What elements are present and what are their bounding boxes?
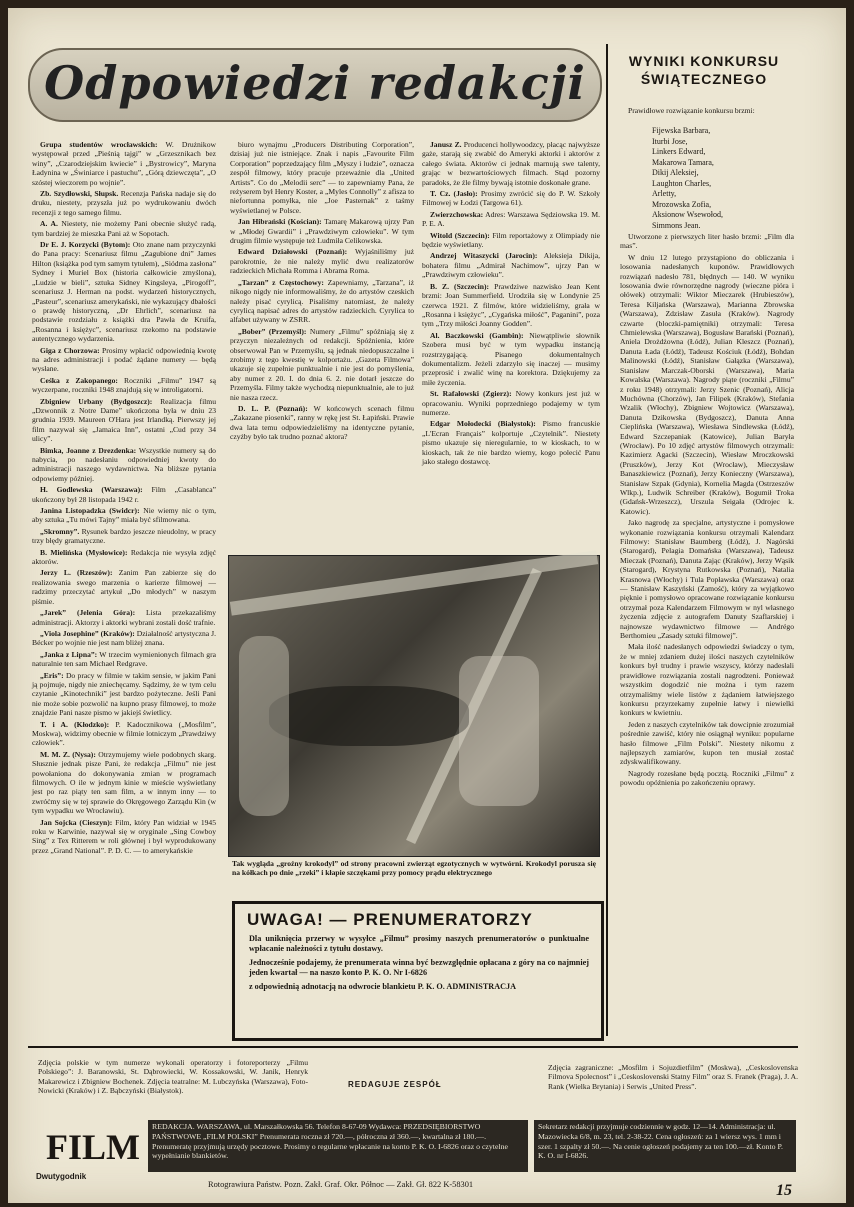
solution-name: Linkers Edward, xyxy=(652,147,706,156)
reply-text: biuro wynajmu „Producers Distributing Corporation”, dzisiaj już nie istniejące. Znak i napis „Favourite Film Corporation” poprzedzający film „Myszy i ludzie”, oznacza zespół filmowy, który pracuje przeważnie dla „United Artists”. Co do „Melodii serc” — to zapewniamy Pana, że reżyserem był Henry Koster, a „Myles Connolly” z afisza to niefortunna pomyłka, nie „Joe Pasternak” z taśmy wyświetlanej w Polsce. xyxy=(230,140,414,215)
reader-name: Dr E. J. Korzycki (Bytom): xyxy=(40,240,131,250)
reply-text: Lista przekazaliśmy administracji. Aktorzy i aktorki wybrani zostali dość trafnie. xyxy=(32,608,217,627)
reply-text: Zanim Pan zabierze się do realizowania swego marzenia o karierze filmowej — radzimy przeczytać artykuł „Do młodych” w naszym piśmie. xyxy=(32,568,216,606)
reply-text: Wszystkie numery są do nabycia, po nadesłaniu odpowiedniej kwoty do administracji naszego wydawnictwa. Na bliższe pytania odpowiemy później. xyxy=(32,445,216,483)
letter-reply xyxy=(422,389,600,417)
footer-divider xyxy=(28,1046,798,1048)
film-logo: FILM xyxy=(46,1127,140,1167)
title-banner xyxy=(28,48,602,122)
reader-name: „Tarzan” z Częstochowy: xyxy=(238,277,324,287)
reply-text: Nie wiemy nic o tym, aby sztuka „Tu mówi Tajny” miała być sfilmowana. xyxy=(32,506,217,525)
reader-name: D. L. P. (Poznań): xyxy=(238,403,308,413)
reader-name: Zb. Szydłowski, Słupsk. xyxy=(40,189,119,199)
reader-name: Zbigniew Urbany (Bydgoszcz): xyxy=(40,396,153,406)
reply-text: Film reportażowy z Olimpiady nie będzie wyświetlany. xyxy=(422,230,600,250)
reply-text: Aleksieja Dikija, bohatera filmu „Admirał Nachimow”, ujrzy Pan w „Prawdziwym człowieku”. xyxy=(422,251,600,280)
contest-intro-text: Prawidłowe rozwiązanie konkursu brzmi: xyxy=(628,106,755,115)
publication-frequency: Dwutygodnik xyxy=(36,1172,87,1181)
reader-name: Edward Działowski (Poznań): xyxy=(238,247,348,257)
editorial-team-label: REDAGUJE ZESPÓŁ xyxy=(348,1080,442,1089)
printer-line: Rotograwiura Państw. Pozn. Zakł. Graf. Okr. Północ — Zakł. Gł. 822 K-58301 xyxy=(208,1180,474,1189)
reply-text: Roczniki „Filmu” 1947 są wyczerpane, roczniki 1948 znajdują się w introligatorni. xyxy=(32,375,216,395)
reply-text: Producenci hollywoodzcy, płacąc najwyższe gaże, starają się zwabić do Ameryki aktorki i aktorów z całego świata. Aktorów ci jednak marnują swe talenty, grając w bezwartościowych filmach. Stąd pozorny paradoks, że źle filmy bywają istotnie doskonałe grane. xyxy=(422,140,600,187)
solution-name: Aksionow Wsewołod, xyxy=(652,210,723,219)
reply-text: W trzecim wymienionych filmach gra naturalnie ten sam Michael Redgrave. xyxy=(32,649,217,669)
contest-intro xyxy=(620,106,794,117)
photo-beam xyxy=(230,550,598,615)
reader-name: A. A. xyxy=(40,219,58,229)
reader-name: B. Z. (Szczecin): xyxy=(430,281,490,291)
letter-reply xyxy=(32,506,216,525)
notice-paragraph: z odpowiednią adnotacją na odwrocie blankietu P. K. O. ADMINISTRACJA xyxy=(249,981,517,991)
reader-name: Zwierzchowska: xyxy=(430,209,484,219)
contest-paragraph: Nagrody rozesłane będą pocztą. Roczniki „Filmu” z powodu opóźnienia po zakończeniu oprawy. xyxy=(620,768,794,788)
reader-name: Giga z Chorzowa: xyxy=(40,345,100,355)
notice-title: UWAGA! — PRENUMERATORZY xyxy=(247,910,533,929)
letter-reply xyxy=(32,548,216,567)
letter-reply xyxy=(32,189,216,217)
solution-name: Makarowa Tamara, xyxy=(652,157,714,167)
letter-reply xyxy=(32,485,216,504)
reader-name: „Viola Josephine” (Kraków): xyxy=(40,628,135,638)
letter-reply xyxy=(422,210,600,229)
solution-name: Mrozowska Zofia, xyxy=(652,199,712,209)
reader-name: Andrzej Witaszycki (Jarocin): xyxy=(430,251,538,261)
reader-name: „Bober” (Przemyśl): xyxy=(238,326,307,336)
reply-text: Prosimy wpłacić odpowiednią kwotę na adres administracji i podać żądane numery — będą wysłane. xyxy=(32,345,216,374)
reader-name: Janusz Z. xyxy=(430,140,462,149)
reply-text: Rysunek bardzo jeszcze nieudolny, w pracy trzy błędy gramatyczne. xyxy=(32,526,216,546)
letter-reply xyxy=(32,527,216,546)
contest-title-line-1: WYNIKI KONKURSU xyxy=(628,53,780,69)
reader-name: St. Rafałowski (Zgierz): xyxy=(430,389,512,399)
reader-name: „Skromny”. xyxy=(40,526,80,536)
letter-reply xyxy=(422,189,600,208)
letter-reply xyxy=(422,331,600,387)
letter-reply xyxy=(422,419,600,466)
letter-reply xyxy=(422,282,600,329)
solution-name: Iturbi Jose, xyxy=(652,136,688,146)
letter-reply xyxy=(32,240,216,343)
reader-name: Al. Baczkowski (Gambin): xyxy=(430,330,524,340)
letter-reply xyxy=(32,397,216,444)
letter-reply xyxy=(32,568,216,606)
reader-name: H. Godlewska (Warszawa): xyxy=(40,485,143,495)
photo-credits-foreign: Zdjęcia zagraniczne: „Mosfilm i Sojuzdietfilm” (Moskwa), „Ceskoslovenska Filmova Spolecnost” i „Ceskoslovenski Statny Film” oraz S. Franek (Praga), J. A. Rank (Wielka Brytania) i Serwis „United Press”. xyxy=(548,1063,798,1091)
letter-reply xyxy=(32,376,216,395)
letter-reply xyxy=(230,217,414,245)
letter-reply xyxy=(230,404,414,442)
reply-text: Otrzymujemy wiele podobnych skarg. Słusznie jednak pisze Pani, że redakcja „Filmu” nie jest powołaniona do dokonywania zmian w programach filmowych. O ile w jednym kinie w mieście wyświetlany jest po raz piąty ten sam film, a w innym inny — to zwróćmy się w tej sprawie do Okręgowego Zarządu Kin (w tym wypadku we Wrocławiu). xyxy=(32,749,216,816)
reader-name: „Jarek” (Jelenia Góra): xyxy=(40,608,136,618)
letter-reply xyxy=(230,140,414,215)
crocodile-photo xyxy=(228,555,600,857)
reply-text: Realizacja filmu „Dzwonnik z Notre Dame” ukończona była w dniu 23 grudnia 1939. Maureen O'Hara jest Irlandką. Pierwszy jej film nazywał się „Jamaica Inn”, ostatni „Cud przy 34 ulicy”. xyxy=(32,396,216,444)
letter-reply xyxy=(32,608,216,627)
solution-name: Fijewska Barbara, xyxy=(652,126,711,135)
solution-name: Simmons Jean. xyxy=(652,220,701,230)
reply-text: Redakcja nie wysyła zdjęć aktorów. xyxy=(32,547,216,567)
reader-name: „Eris”: xyxy=(40,670,64,680)
reply-text: Film, który Pan widział w 1945 roku w Karwinie, nazywał się w oryginale „Sing Cowboy Sing” z Tex Ritterem w roli głównej i był wyprodukowany przez „Grand National”. P. D. C. — to amerykańskie xyxy=(32,817,217,855)
letter-reply xyxy=(32,671,216,718)
contest-paragraph: Mała ilość nadesłanych odpowiedzi świadczy o tym, że w mniej zdaniem dużej ilości naszych czytelników konkurs był trudny i prawie wszyscy, którzy nadesłali prawidłowe rozwiązania zostali nagrodzeni. Ponieważ wszystkim dogodzić nie można i tym razem otrzymaliśmy wiele listów z żądaniem łatwiejszego konkursu przyrzekamy zupełnie łatwy i niewielki konkurs w kwietniu. xyxy=(620,642,794,718)
reply-text: Oto znane nam przyczynki do Pana pracy: Scenariusz filmu „Zagubione dni” James Hilton (książka pod tym samym tytułem), „Siódma zasłona” Sydney i Muriel Box (historia całkowicie zmyślona), „Ludzie w bieli”, sztuka Sidney Kingsleya, „Pirogoff”, scenariusz J. Herman na podst. wydarzeń historycznych, „Pasteur”, scenariusz amerykański, nie wykazujący dbałości o prawdę historyczną, „Dr Ehrlich”, scenariusz na podstawie rozdziału z książki dra Pawła de Kruifa, „Rosanna i księżyc”, scenariusz rzekomo na podstawie autentycznego wydarzenia. xyxy=(32,240,216,344)
worker-figure-left xyxy=(239,636,289,816)
reader-name: Ceśka z Zakopanego: xyxy=(40,375,118,385)
letter-reply xyxy=(32,346,216,374)
column-divider xyxy=(606,44,608,1036)
page-number: 15 xyxy=(776,1182,792,1199)
reply-text: Wyjaśniliśmy już parokrotnie, że nie należy mylić dwu realizatorów radzieckich Michała Romma i Abrama Roma. xyxy=(230,247,415,276)
reply-text: Recenzja Pańska nadaje się do druku, niestety, przyszła już po wydrukowaniu dwóch recenzji z tego samego filmu. xyxy=(32,189,216,217)
letter-reply xyxy=(230,247,414,275)
reply-text: Niewątpliwie słownik Szobera musi być w tym wypadku instancją rozstrzygającą. Pisanego dokumentalnych dokumentalizm. Jeżeli zdarzyło się inaczej — musimy przeprosić i zwalić winę na korektora. Dziękujemy za miłe życzenia. xyxy=(422,330,600,387)
imprint-administration: Sekretarz redakcji przyjmuje codziennie w godz. 12—14. Administracja: ul. Mazowiecka 6/8, m. 23, tel. 2-38-22. Cena ogłoszeń: za 1 wiersz wys. 1 mm i szer. 1 szpalty zł 50.—. Na cenie ogłoszeń podajemy za ten 100.—zł. Konto P. K. O. nr I-6826. xyxy=(534,1120,796,1172)
photo-credits-polish: Zdjęcia polskie w tym numerze wykonali operatorzy i fotoreporterzy „Filmu Polskiego”: J. Baranowski, St. Dąbrowiecki, W. Kossakowski, W. Janik, Henryk Makarewicz i Zbigniew Bochenek. Zdjęcia teatralne: M. Lubczyńska (Warszawa), Foto-Nowicki (Kraków) i Z. Bąbczyński (Białystok). xyxy=(38,1058,308,1096)
contest-paragraph: W dniu 12 lutego przystąpiono do obliczania i losowania nadesłanych kuponów. Prawidłowych rozwiązań nadesło 781, błędnych — 140. W wyniku losowania dwie równorzędne nagrody (wieczne pióra i ołówek) otrzymali: Wiktor Mieczarek (Hrubieszów), Teresa Kiljańska (Warszawa), Marianna Zbrowska (Warszawa), Zdzisław Zasuła (Kraków). Nagrody czwarte (bloczki-pamiętniki) otrzymali: Teresa Chmielewska (Warszawa), Bogusław Barański (Poznań), Aniela Drożdżowna (Łódź), Julian Kleszcz (Poznań), Danuta Łada (Łódź), Tadeusz Kościuk (Łódź), Bohdan Malinowski (Łódź), Stanisław Gałązka (Warszawa), Stanisław Marczak-Oborski (Warszawa), Maria Kowalska (Warszawa). Nagrody piąte (roczniki „Filmu” z roku 1948) otrzymali: Jerzy Szenic (Poznań), Alicja Muchówna (Chorzów), Jan Filipek (Kraków), Stefania Wzalik (Włochy), Zbigniew Wojtowicz (Warszawa), Danuta Dzikowska (Bydgoszcz), Danuta Anna Cieplińska (Warszawa), Wiesława Sindlewska (Łódź), Edward Szczepaniak (Katowice), Julian Baryła (Wrocław). Po 10 zdjęć artystów filmowych otrzymali: Kazimierz Agacki (Szczecin), Wiesław Mroczkowski (Pruszków), Jerzy Kot (Wrocław), Mieczysław Banaszkiewicz (Poznań), Jerzy Konieczny (Warszawa), Stanisław Szpak (Gdynia), Kornelia Magda (Ostrzeszów Wlkp.), Ludwik Schreiber (Kraków), Bogumił Troka (Gdańsk-Wrzeszcz), Urszula Seigała (Odrojec k. Katowic). xyxy=(620,252,794,516)
reply-text: W końcowych scenach filmu „Zakazane piosenki”, ranny w rękę jest St. Łapiński. Prawie dwa lata temu odpowiedzieliśmy na identyczne pytanie, czyżby było tak trudno poznać aktora? xyxy=(230,403,414,442)
letters-column-3 xyxy=(422,140,600,550)
letter-reply xyxy=(32,219,216,238)
photo-caption: Tak wygląda „groźny krokodyl” od strony pracowni zwierząt egzotycznych w wytwórni. Krokodyl porusza się na kółkach po dnie „rzeki” i kłapie szczękami przy pomocy prądu elektrycznego xyxy=(232,859,596,878)
notice-paragraph: Jednocześnie podajemy, że prenumerata winna być bezwzględnie opłacana z góry na co najmniej jeden kwartał — na naszo konto P. K. O. Nr I-6826 xyxy=(249,957,589,978)
solution-names-list xyxy=(628,126,788,231)
letters-column-2 xyxy=(230,140,414,550)
imprint-editorial: REDAKCJA. WARSZAWA, ul. Marszałkowska 56. Telefon 8-67-09 Wydawca: PRZEDSIĘBIORSTWO PAŃSTWOWE „FILM POLSKI” Prenumerata roczna zł 720.—, półroczna zł 360.—, kwartalna zł 180.—. Prenumeratę przyjmują urzędy pocztowe. Prosimy o regularne wpłacanie na konto P. K. O. I-6826 oraz o czytelne wypełnianie blankietów. xyxy=(148,1120,528,1172)
page-title: Odpowiedzi redakcji xyxy=(44,56,586,110)
subscribers-notice xyxy=(232,901,604,1041)
reader-name: Grupa studentów wrocławskich: xyxy=(40,140,158,149)
reader-name: M. M. Z. (Nysa): xyxy=(40,749,96,759)
letter-reply xyxy=(32,629,216,648)
reply-text: Działalność artystyczna J. Bécker po wojnie nie jest nam bliżej znana. xyxy=(32,628,217,648)
contest-results-column xyxy=(620,232,794,1032)
reply-text: Numery „Filmu” spóźniają się z przyczyn niezależnych od redakcji. Spóźnienia, które obserwował Pan w Przemyślu, są jednak niedopuszczalne i zrobimy z tego kwestię w kolportażu. „Gazeta Filmowa” ukazuje się zupełnie punktualnie i nie jest do pomyślenia, aby numer z 20. I. do dnia 6. 2. nie dotarł jeszcze do Przemyśla. Filmy także wychodzą niepunktualnie, ale to już nie nasza rzecz. xyxy=(230,326,414,402)
solution-name: Arletty, xyxy=(652,189,677,198)
letter-reply xyxy=(422,251,600,279)
contest-hint: Utworzone z pierwszych liter hasło brzmi: „Film dla mas”. xyxy=(620,232,794,251)
letter-reply xyxy=(422,140,600,187)
letter-reply xyxy=(230,327,414,402)
reply-text: Pismo francuskie „L'Ecran Français” kolportuje „Czytelnik”. Niestety pismo ukazuje się nieregularnie, to w kioskach, to w kioskach, tak że nie bardzo wiemy, kogo polecić Panu jako stałego dostawcę. xyxy=(422,419,600,466)
notice-paragraph: Dla uniknięcia przerwy w wysyłce „Filmu” prosimy naszych prenumeratorów o punktualne wpłacanie należności z tytułu dostawy. xyxy=(249,934,589,954)
reply-text: Film „Casablanca” ukończony był 28 listopada 1942 r. xyxy=(32,485,216,504)
reader-name: Jerzy L. (Rzeszów): xyxy=(40,568,113,578)
reader-name: Jan Hibrański (Kościan): xyxy=(238,217,322,227)
reader-name: „Janka z Lipna”: xyxy=(40,649,98,659)
reply-text: Nowy konkurs jest już w opracowaniu. Wyniki poprzedniego podajemy w tym numerze. xyxy=(422,389,600,417)
contest-heading xyxy=(612,52,796,88)
reader-name: Jan Sojcka (Cieszyn): xyxy=(40,817,113,827)
letter-reply xyxy=(32,446,216,484)
magazine-page xyxy=(8,8,846,1203)
letter-reply xyxy=(32,818,216,856)
letter-reply xyxy=(32,720,216,748)
letter-reply xyxy=(32,750,216,816)
letter-reply xyxy=(422,231,600,250)
reader-name: B. Mielińska (Mysłowice): xyxy=(40,547,128,557)
reply-text: Prawdziwe nazwisko Jean Kent brzmi: Joan Summerfield. Urodziła się w Londynie 25 czerwca 1921. Z filmów, które widzieliśmy, grała w „Rosanna i księżyc”, „Cygańska miłość”, Paganini”, poza tym „Trzy miłości Joanny Godden”. xyxy=(422,281,601,329)
letter-reply xyxy=(32,650,216,669)
reply-text: Do pracy w filmie w takim sensie, w jakim Pani ją pojmuje, nigdy nie zniechęcamy. Sądzimy, że w tym celu czytanie „Kinotechniki” jest bardzo pożyteczne. Jeśli Pani nie może sobie pozwolić na kupno prasy filmowej, to może znajdzie Pani nasze pismo w jakiejś świetlicy. xyxy=(32,670,216,718)
reply-text: Zapewniamy, „Tarzana”, iż nikogo nigdy nie informowaliśmy, że do artystów czeskich należy pisać cyrylicą. Pisaliśmy natomiast, że należy cyrylicą napisać adres do artystów radzieckich. Cyrylica to alfabet używany w ZSRR. xyxy=(230,277,414,325)
letter-reply xyxy=(230,278,414,325)
reply-text: W. Drużnikow występował przed „Pieśnią tajgi” w „Grzesznikach bez winy”, „Czarodziejskim kwiecie” i „Bystrowicy”, Maryna Ładynina w „Świniarce i pastuchu”, „Górą dziewczęta”, „O szóstej wieczorem po wojnie”. xyxy=(32,140,216,187)
reply-text: P. Kadocznikowa („Mosfilm”, Moskwa), widzimy obecnie w filmie lotniczym „Prawdziwy człowiek”. xyxy=(32,719,217,748)
reader-name: Janina Listopadzka (Swidcr): xyxy=(40,506,140,516)
reader-name: Witold (Szczecin): xyxy=(430,230,490,240)
contest-paragraph: Jeden z naszych czytelników tak dowcipnie zrozumiał pośrednie zawiść, który nie osiągnął wyniku: popularne hasło filmowe „Film Polski”. Niestety nikomu z najlepszych zamiarów, kupon ten musiał zostać zdyskwalifikowany. xyxy=(620,719,794,767)
reply-text: Adres: Warszawa Sędziowska 19. M. P. E. A. xyxy=(422,209,600,229)
crocodile-shape xyxy=(269,686,469,746)
notice-text xyxy=(249,934,589,992)
contest-title-line-2: ŚWIĄTECZNEGO xyxy=(640,71,768,87)
reader-name: Edgar Mołodecki (Białystok): xyxy=(430,419,536,429)
solution-name: Laughton Charles, xyxy=(652,178,712,188)
letter-reply xyxy=(32,140,216,187)
solution-name: Dikij Aleksiej, xyxy=(652,168,699,177)
reply-text: Prosimy zwrócić się do P. W. Szkoły Filmowej w Łodzi (Targowa 61). xyxy=(422,189,600,208)
reply-text: Niestety, nie możemy Pani obecnie służyć radą, tym bardziej że mieszka Pani aż w Sopotach. xyxy=(32,219,216,238)
reader-name: T. Cz. (Jasło): xyxy=(430,189,478,199)
letters-column-1 xyxy=(32,140,216,1040)
reply-text: Tamarę Makarową ujrzy Pan w „Młodej Gwardii” i „Prawdziwym człowieku”. W tym drugim filmie występuje też Ludmiła Celikowska. xyxy=(230,217,414,246)
worker-figure-right xyxy=(459,656,539,806)
reader-name: Bimka, Joanne z Drezdenka: xyxy=(40,445,137,455)
reader-name: T. i A. (Kłodzko): xyxy=(40,719,110,729)
contest-paragraph: Jako nagrodę za specjalne, artystyczne i pomysłowe wykonanie rozwiązania konkursu otrzymali Kalendarz Filmowy: Stanisław Baumberg (Łódź), J. Nagórski (Starogard), Pelagia Domańska (Warszawa), Tadeusz Mieczak (Poznań), Danuta Zając (Kraków), Jerzy Wąsik (Starogard), Krystyna Rutkowska (Poznań), Natalia Krasnowa (Włochy) i Tula Popławska (Warszawa) oraz — Stanisław Kaszyński (Zamość), który za wyjątkowo pięknie i pomysłowo opracowane rozwiązanie konkursu otrzymał poza Kalendarzem Filmowym w nyl własnego życzenia zdjęcie z autografem Danuty Szaflarskiej i najnowsze wydawnictwo filmowe — Andrégo Berthomieu „Zasady sztuki filmowej”. xyxy=(620,518,794,641)
